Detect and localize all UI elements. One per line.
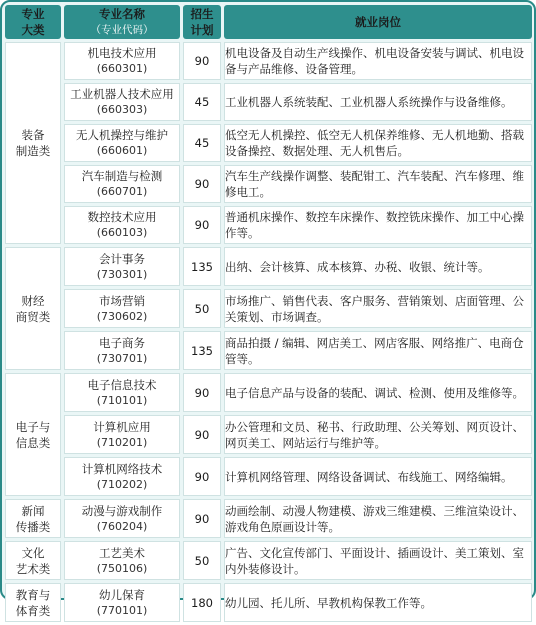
major-code: (710202): [96, 477, 148, 491]
major-code: (660701): [96, 185, 148, 198]
major-cell: [64, 583, 180, 622]
enrollment-count: 90: [183, 415, 221, 454]
major-code: (760204): [96, 519, 148, 533]
table-row: [5, 165, 532, 203]
table-row: [5, 457, 532, 496]
table-row: [5, 373, 532, 412]
category-cell: 电子与 信息类: [5, 373, 61, 496]
table-body: [5, 42, 532, 622]
enrollment-count: 90: [183, 499, 221, 538]
table-row: [5, 42, 532, 80]
major-name: 电子商务: [99, 335, 145, 350]
table-row: [5, 583, 532, 622]
enrollment-count: 90: [183, 206, 221, 244]
jobs-cell: 动画绘制、动漫人物建模、游戏三维建模、三维渲染设计、游戏角色原画设计等。: [224, 499, 532, 538]
header-enrollment: 招生 计划: [183, 5, 221, 39]
jobs-cell: 商品拍摄 / 编辑、网店美工、网店客服、网络推广、电商仓管等。: [224, 331, 532, 370]
jobs-cell: 市场推广、销售代表、客户服务、营销策划、店面管理、公关策划、市场调查。: [224, 289, 532, 328]
major-name: 数控技术应用: [87, 210, 157, 224]
major-code: (660301): [96, 62, 148, 75]
category-cell: 文化 艺术类: [5, 541, 61, 580]
table-row: [5, 331, 532, 370]
major-code: (730602): [96, 309, 148, 323]
enrollment-count: 180: [183, 583, 221, 622]
major-cell: [64, 83, 180, 121]
jobs-cell: 汽车生产线操作调整、装配钳工、汽车装配、汽车修理、维修电工。: [224, 165, 532, 203]
jobs-cell: 广告、文化宣传部门、平面设计、插画设计、美工策划、室内外装修设计。: [224, 541, 532, 580]
major-name: 幼儿保育: [99, 587, 145, 602]
major-cell: [64, 541, 180, 580]
jobs-cell: 出纳、会计核算、成本核算、办税、收银、统计等。: [224, 247, 532, 286]
enrollment-count: 90: [183, 373, 221, 412]
major-name: 汽车制造与检测: [81, 169, 163, 183]
major-code: (770101): [96, 603, 148, 617]
major-code: (750106): [96, 561, 148, 575]
table-row: [5, 206, 532, 244]
header-row: [5, 5, 532, 39]
enrollment-count: 90: [183, 42, 221, 80]
enrollment-count: 50: [183, 541, 221, 580]
major-name: 电子信息技术: [87, 377, 157, 392]
major-name: 工艺美术: [99, 545, 145, 560]
major-name: 无人机操控与维护: [76, 128, 168, 142]
table-row: [5, 124, 532, 162]
jobs-cell: 办公管理和文员、秘书、行政助理、公关筹划、网页设计、网页美工、网站运行与维护等。: [224, 415, 532, 454]
jobs-cell: 工业机器人系统装配、工业机器人系统操作与设备维修。: [224, 83, 532, 121]
major-cell: [64, 247, 180, 286]
header-major-code-note: （专业代码）: [90, 24, 154, 36]
major-code: (660103): [96, 226, 148, 239]
table-row: [5, 83, 532, 121]
table-row: [5, 247, 532, 286]
jobs-cell: 电子信息产品与设备的装配、调试、检测、使用及维修等。: [224, 373, 532, 412]
category-cell: 教育与 体育类: [5, 583, 61, 622]
major-cell: [64, 124, 180, 162]
major-cell: [64, 499, 180, 538]
header-major-name: 专业名称: [99, 7, 145, 21]
enrollment-count: 45: [183, 83, 221, 121]
major-cell: [64, 457, 180, 496]
major-code: (660601): [96, 144, 148, 157]
major-cell: [64, 415, 180, 454]
enrollment-count: 135: [183, 331, 221, 370]
major-code: (730701): [96, 351, 148, 365]
enrollment-count: 45: [183, 124, 221, 162]
major-code: (660303): [96, 103, 148, 116]
major-cell: [64, 373, 180, 412]
major-cell: [64, 206, 180, 244]
major-cell: [64, 289, 180, 328]
major-cell: [64, 331, 180, 370]
major-code: (710201): [96, 435, 148, 449]
enrollment-count: 50: [183, 289, 221, 328]
major-name: 会计事务: [99, 251, 145, 266]
major-cell: [64, 42, 180, 80]
header-category: 专业 大类: [5, 5, 61, 39]
jobs-cell: 幼儿园、托儿所、早教机构保教工作等。: [224, 583, 532, 622]
category-cell: 财经 商贸类: [5, 247, 61, 370]
category-cell: 新闻 传播类: [5, 499, 61, 538]
table-row: [5, 415, 532, 454]
enrollment-table: [2, 2, 535, 625]
category-cell: 装备 制造类: [5, 42, 61, 244]
enrollment-count: 135: [183, 247, 221, 286]
jobs-cell: 机电设备及自动生产线操作、机电设备安装与调试、机电设备与产品维修、设备管理。: [224, 42, 532, 80]
enrollment-count: 90: [183, 165, 221, 203]
major-name: 计算机应用: [93, 419, 151, 434]
major-name: 机电技术应用: [87, 46, 157, 60]
major-name: 计算机网络技术: [81, 461, 163, 476]
major-name: 市场营销: [99, 293, 145, 308]
major-code: (710101): [96, 393, 148, 407]
header-major: [64, 5, 180, 39]
jobs-cell: 低空无人机操控、低空无人机保养维修、无人机地勤、搭载设备操控、数据处理、无人机售后。: [224, 124, 532, 162]
major-name: 动漫与游戏制作: [81, 503, 163, 518]
table-row: [5, 499, 532, 538]
major-name: 工业机器人技术应用: [70, 87, 174, 101]
jobs-cell: 普通机床操作、数控车床操作、数控铣床操作、加工中心操作等。: [224, 206, 532, 244]
enrollment-count: 90: [183, 457, 221, 496]
jobs-cell: 计算机网络管理、网络设备调试、布线施工、网络编辑。: [224, 457, 532, 496]
major-code: (730301): [96, 267, 148, 281]
major-cell: [64, 165, 180, 203]
table-row: [5, 289, 532, 328]
header-jobs: 就业岗位: [224, 5, 532, 39]
table-row: [5, 541, 532, 580]
